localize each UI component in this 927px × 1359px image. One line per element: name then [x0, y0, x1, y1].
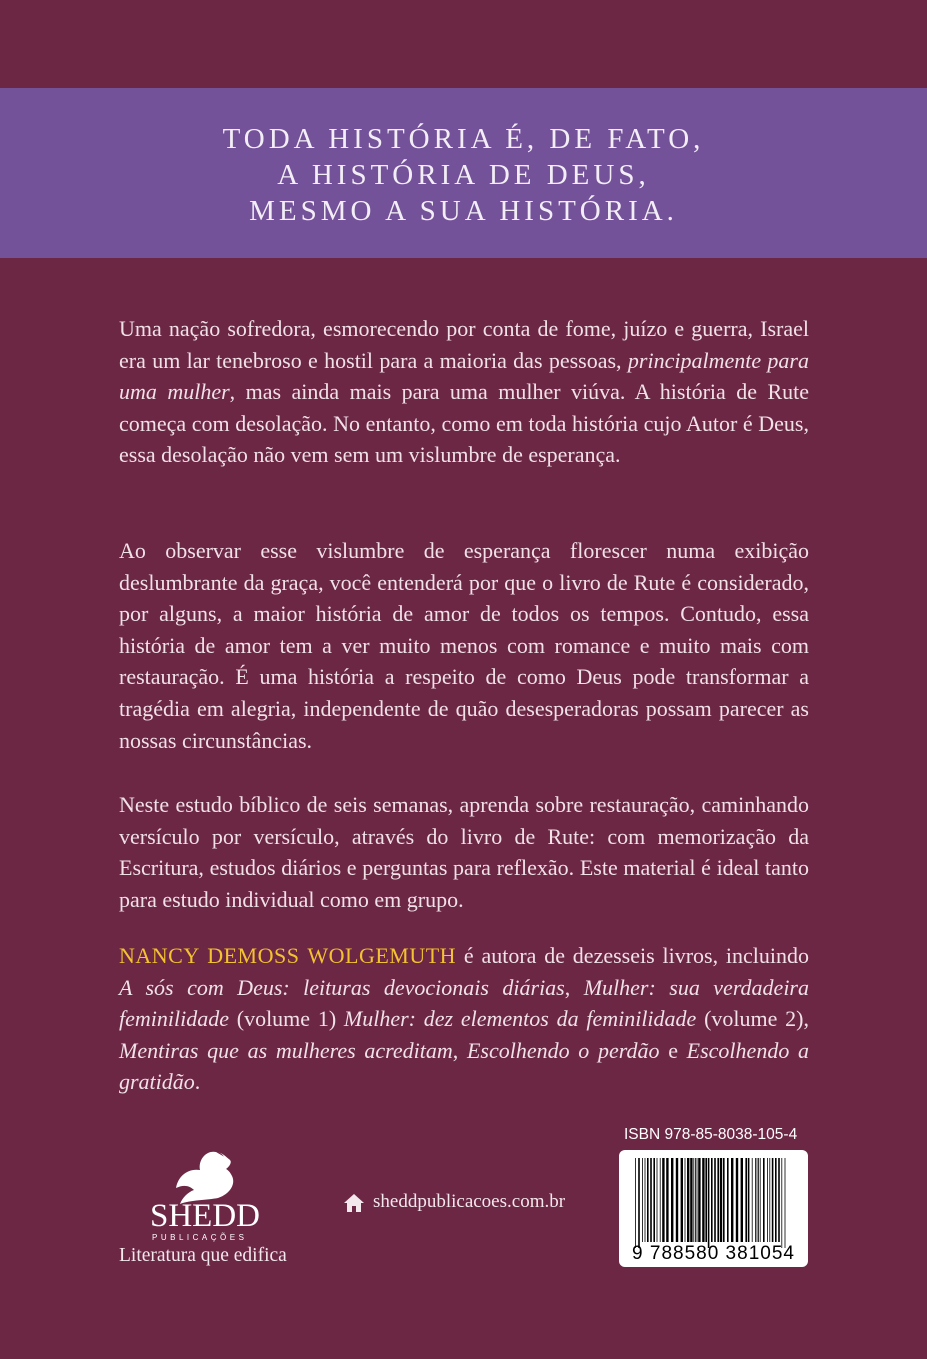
- barcode-bar: [785, 1158, 786, 1248]
- author-name: NANCY DEMOSS WOLGEMUTH: [119, 943, 457, 968]
- barcode-bar: [635, 1158, 636, 1248]
- barcode-bar: [760, 1158, 761, 1242]
- barcode-bar: [660, 1158, 661, 1242]
- publisher-subtitle: PUBLICAÇÕES: [152, 1233, 248, 1242]
- author-bio: NANCY DEMOSS WOLGEMUTH é autora de dezesseis livros, incluindo A sós com Deus: leituras devocionais diárias, Mulher: sua verdadeira feminilidade (volume 1) Mulher: dez elementos da feminilidade (volume 2), Mentiras que as mulheres acreditam, Escolhendo o perdão e Escolhendo a gratidão.: [119, 943, 810, 1095]
- barcode-bar: [775, 1158, 777, 1242]
- barcode-bar: [778, 1158, 780, 1242]
- barcode-bar: [731, 1158, 733, 1242]
- barcode-bar: [645, 1158, 646, 1242]
- barcode-bar: [653, 1158, 655, 1242]
- barcode-bar: [767, 1158, 768, 1242]
- barcode-bar: [638, 1158, 640, 1248]
- synopsis-paragraph-3: Neste estudo bíblico de seis semanas, aprenda sobre restauração, caminhando versículo por versículo, através do livro de Rute: com memorização da Escritura, estudos diários e perguntas para reflexão. Este material é ideal tanto para estudo individual como em grupo.: [119, 792, 809, 912]
- barcode-bar: [705, 1158, 707, 1242]
- barcode-bar: [772, 1158, 774, 1242]
- barcode-bar: [647, 1158, 649, 1242]
- barcode-bar: [752, 1158, 753, 1242]
- website-url: sheddpublicacoes.com.br: [373, 1191, 566, 1212]
- barcode-bar: [642, 1158, 643, 1242]
- quote-line-1: TODA HISTÓRIA É, DE FATO,: [222, 123, 705, 155]
- barcode-bar: [702, 1158, 704, 1242]
- barcode-bar: [755, 1158, 756, 1242]
- barcode-bar: [711, 1158, 713, 1242]
- barcode-bar: [671, 1158, 673, 1242]
- barcode: [619, 1150, 808, 1267]
- barcode-bar: [685, 1158, 686, 1242]
- quote-band: [0, 88, 927, 258]
- barcode-bar: [657, 1158, 658, 1242]
- barcode-bar: [676, 1158, 678, 1242]
- barcode-bar: [745, 1158, 747, 1242]
- quote-line-3: MESMO A SUA HISTÓRIA.: [249, 195, 678, 227]
- barcode-bar: [727, 1158, 729, 1242]
- barcode-bar: [698, 1158, 700, 1242]
- barcode-bar: [758, 1158, 759, 1242]
- synopsis-paragraph-1: Uma nação sofredora, esmorecendo por conta de fome, juízo e guerra, Israel era um lar tenebroso e hostil para a maioria das pessoas, principalmente para uma mulher, mas ainda mais para uma mulher viúva. A história de Rute começa com desolação. No entanto, como em toda história cujo Autor é Deus, essa desolação não vem sem um vislumbre de esperança.: [119, 316, 809, 468]
- barcode-bar: [781, 1158, 782, 1248]
- barcode-bar: [723, 1158, 725, 1242]
- barcode-bar: [708, 1158, 710, 1248]
- barcode-bar: [763, 1158, 765, 1242]
- barcode-bar: [769, 1158, 770, 1242]
- barcode-bar: [720, 1158, 722, 1242]
- isbn-label: ISBN 978-85-8038-105-4: [624, 1126, 798, 1143]
- barcode-bar: [650, 1158, 652, 1242]
- barcode-bar: [695, 1158, 696, 1242]
- barcode-bar: [748, 1158, 750, 1242]
- barcode-bar: [741, 1158, 743, 1242]
- home-icon: [343, 1193, 365, 1213]
- barcode-bar: [690, 1158, 692, 1242]
- barcode-bar: [736, 1158, 738, 1242]
- publisher-tagline: Literatura que edifica: [119, 1245, 287, 1266]
- barcode-bar: [757, 1158, 758, 1242]
- barcode-bar: [693, 1158, 694, 1242]
- barcode-digits: 9 788580 381054: [632, 1243, 795, 1264]
- publisher-name: SHEDD: [150, 1198, 261, 1234]
- barcode-bar: [714, 1158, 716, 1242]
- barcode-bar: [681, 1158, 683, 1242]
- barcode-bar: [666, 1158, 668, 1242]
- quote-line-2: A HISTÓRIA DE DEUS,: [277, 159, 650, 191]
- barcode-bar: [687, 1158, 689, 1242]
- barcode-bar: [717, 1158, 719, 1242]
- synopsis-paragraph-2: Ao observar esse vislumbre de esperança florescer numa exibição deslumbrante da graça, você entenderá por que o livro de Rute é considerado, por alguns, a maior história de amor de todos os tempos. Contudo, essa história de amor tem a ver muito menos com romance e muito mais com restauração. É uma história a respeito de como Deus pode transformar a tragédia em alegria, independente de quão desesperadoras possam parecer as nossas circunstâncias.: [119, 538, 809, 753]
- barcode-bar: [662, 1158, 664, 1242]
- barcode-bar: [697, 1158, 698, 1242]
